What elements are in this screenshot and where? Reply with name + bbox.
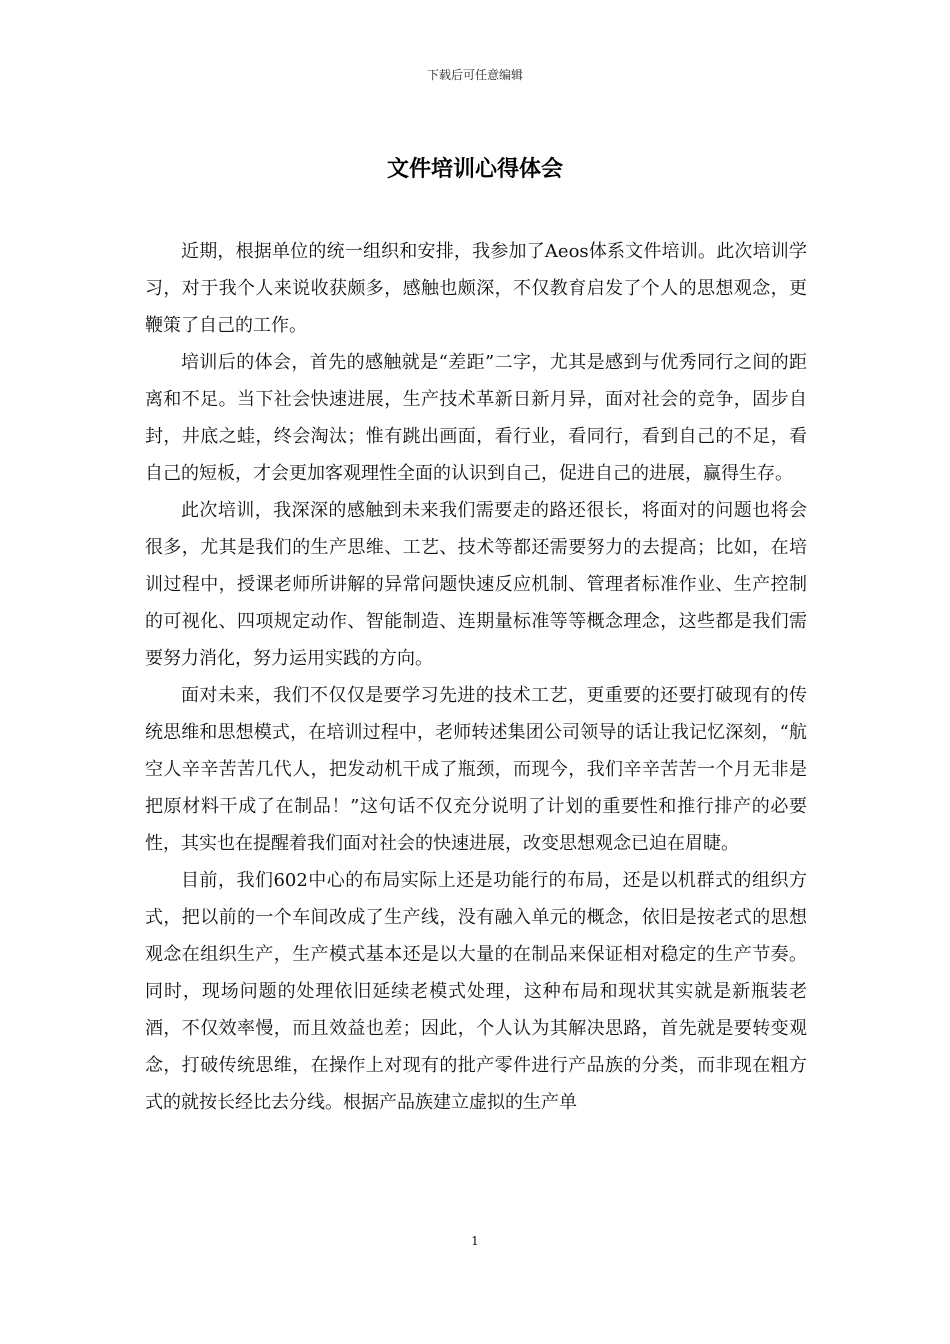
document-body: [145, 233, 807, 1121]
paragraph-2: 培训后的体会，首先的感触就是“差距”二字，尤其是感到与优秀同行之间的距离和不足。当下社会快速进展，生产技术革新日新月异，面对社会的竞争，固步自封，井底之蛙，终会淘汰；惟有跳出画面，看行业，看同行，看到自己的不足，看自己的短板，才会更加客观理性全面的认识到自己，促进自己的进展，赢得生存。: [145, 352, 807, 484]
header-note: 下载后可任意编辑: [426, 68, 523, 82]
document-title: 文件培训心得体会: [386, 157, 563, 182]
paragraph-1: 近期，根据单位的统一组织和安排，我参加了Aeos体系文件培训。此次培训学习，对于我个人来说收获颇多，感触也颇深，不仅教育启发了个人的思想观念，更鞭策了自己的工作。: [145, 241, 807, 336]
paragraph-5: 目前，我们602中心的布局实际上还是功能行的布局，还是以机群式的组织方式，把以前的一个车间改成了生产线，没有融入单元的概念，依旧是按老式的思想观念在组织生产，生产模式基本还是以大量的在制品来保证相对稳定的生产节奏。同时，现场问题的处理依旧延续老模式处理，这种布局和现状其实就是新瓶装老酒，不仅效率慢，而且效益也差；因此，个人认为其解决思路，首先就是要转变观念，打破传统思维，在操作上对现有的批产零件进行产品族的分类，而非现在粗方式的就按长经比去分线。根据产品族建立虚拟的生产单: [145, 870, 807, 1113]
page-number: 1: [471, 1234, 479, 1248]
paragraph-4: 面对未来，我们不仅仅是要学习先进的技术工艺，更重要的还要打破现有的传统思维和思想模式，在培训过程中，老师转述集团公司领导的话让我记忆深刻，“航空人辛辛苦苦几代人，把发动机干成了瓶颈，而现今，我们辛辛苦苦一个月无非是把原材料干成了在制品！”这句话不仅充分说明了计划的重要性和推行排产的必要性，其实也在提醒着我们面对社会的快速进展，改变思想观念已迫在眉睫。: [145, 685, 807, 854]
paragraph-3: 此次培训，我深深的感触到未来我们需要走的路还很长，将面对的问题也将会很多，尤其是我们的生产思维、工艺、技术等都还需要努力的去提高；比如，在培训过程中，授课老师所讲解的异常问题快速反应机制、管理者标准作业、生产控制的可视化、四项规定动作、智能制造、连期量标准等等概念理念，这些都是我们需要努力消化，努力运用实践的方向。: [145, 500, 807, 669]
